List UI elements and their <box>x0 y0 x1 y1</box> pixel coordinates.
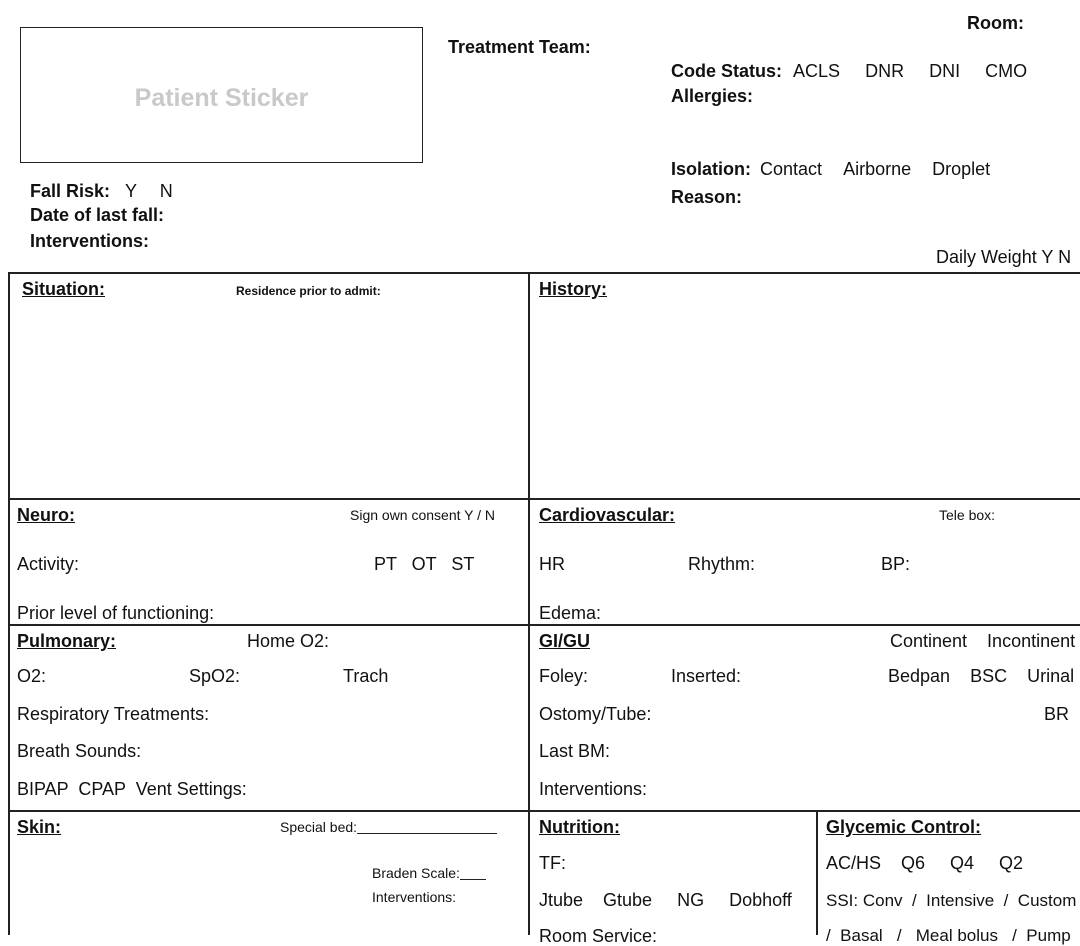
grid-line-left <box>8 272 10 935</box>
code-status-cmo[interactable]: CMO <box>985 61 1028 81</box>
room-service-label: Room Service: <box>539 926 658 946</box>
isolation-droplet[interactable]: Droplet <box>932 159 991 179</box>
gigu-interventions-label: Interventions: <box>539 779 648 799</box>
grid-line-middle <box>528 272 530 935</box>
code-status-label: Code Status: <box>671 61 783 81</box>
braden-blank[interactable] <box>460 879 486 880</box>
special-bed-blank[interactable] <box>357 833 497 834</box>
code-status-row <box>671 62 1027 80</box>
foley-label: Foley: <box>539 666 589 686</box>
basal-options: / Basal / Meal bolus / Pump <box>826 926 1071 945</box>
tube-options: Jtube Gtube NG Dobhoff <box>539 890 792 910</box>
fall-risk-yes[interactable]: Y <box>125 181 137 201</box>
pulmonary-title: Pulmonary: <box>17 631 117 651</box>
grid-line-glycemic <box>816 810 818 935</box>
braden-row <box>372 866 486 880</box>
isolation-airborne[interactable]: Airborne <box>843 159 912 179</box>
ostomy-label: Ostomy/Tube: <box>539 704 652 724</box>
hr-label: HR <box>539 554 565 574</box>
daily-weight-label: Daily Weight Y N <box>936 247 1072 267</box>
prior-level-label: Prior level of functioning: <box>17 603 215 623</box>
special-bed-label: Special bed: <box>280 819 358 835</box>
home-o2-label: Home O2: <box>247 631 330 651</box>
date-last-fall-label: Date of last fall: <box>30 205 165 225</box>
ssi-options: SSI: Conv / Intensive / Custom <box>826 891 1077 910</box>
breath-sounds-label: Breath Sounds: <box>17 741 142 761</box>
treatment-team-label: Treatment Team: <box>448 37 591 57</box>
fall-risk-row <box>30 182 173 200</box>
gigu-title: GI/GU <box>539 631 591 651</box>
last-bm-label: Last BM: <box>539 741 611 761</box>
skin-title: Skin: <box>17 817 62 837</box>
isolation-label: Isolation: <box>671 159 751 179</box>
tf-label: TF: <box>539 853 566 873</box>
history-title: History: <box>539 279 608 299</box>
reason-label: Reason: <box>671 187 743 207</box>
fall-risk-label: Fall Risk: <box>30 181 111 201</box>
skin-interventions-label: Interventions: <box>372 889 457 905</box>
continence-options: Continent Incontinent <box>890 631 1076 651</box>
code-status-dni[interactable]: DNI <box>929 61 961 81</box>
bp-label: BP: <box>881 554 911 574</box>
isolation-row <box>671 160 990 178</box>
patient-sticker-box <box>20 27 423 163</box>
br-label: BR <box>1044 704 1070 724</box>
toileting-options: Bedpan BSC Urinal <box>888 666 1075 686</box>
rhythm-label: Rhythm: <box>688 554 756 574</box>
grid-line-row4 <box>8 810 1080 812</box>
neuro-title: Neuro: <box>17 505 75 525</box>
grid-line-row3 <box>8 624 1080 626</box>
isolation-contact[interactable]: Contact <box>760 159 823 179</box>
resp-treatments-label: Respiratory Treatments: <box>17 704 210 724</box>
glycemic-schedule: AC/HS Q6 Q4 Q2 <box>826 853 1024 873</box>
trach-label: Trach <box>343 666 389 686</box>
edema-label: Edema: <box>539 603 602 623</box>
braden-label: Braden Scale: <box>372 865 460 881</box>
cardio-title: Cardiovascular: <box>539 505 676 525</box>
grid-line-row2 <box>8 498 1080 500</box>
inserted-label: Inserted: <box>671 666 742 686</box>
special-bed-row <box>280 820 497 834</box>
header-interventions-label: Interventions: <box>30 231 150 251</box>
allergies-label: Allergies: <box>671 86 754 106</box>
glycemic-title: Glycemic Control: <box>826 817 982 837</box>
vent-settings-label: BIPAP CPAP Vent Settings: <box>17 779 247 799</box>
situation-title: Situation: <box>22 279 105 299</box>
nutrition-title: Nutrition: <box>539 817 620 837</box>
room-label: Room: <box>967 13 1024 33</box>
tele-box-label: Tele box: <box>939 507 996 523</box>
code-status-dnr[interactable]: DNR <box>865 61 905 81</box>
o2-label: O2: <box>17 666 47 686</box>
activity-label: Activity: <box>17 554 80 574</box>
code-status-acls[interactable]: ACLS <box>793 61 841 81</box>
therapy-options: PT OT ST <box>374 554 475 574</box>
sign-consent-label: Sign own consent Y / N <box>350 507 496 523</box>
fall-risk-no[interactable]: N <box>159 181 173 201</box>
spo2-label: SpO2: <box>189 666 241 686</box>
residence-label: Residence prior to admit: <box>236 284 381 298</box>
grid-line-top <box>8 272 1080 274</box>
patient-sticker-label: Patient Sticker <box>134 84 309 112</box>
